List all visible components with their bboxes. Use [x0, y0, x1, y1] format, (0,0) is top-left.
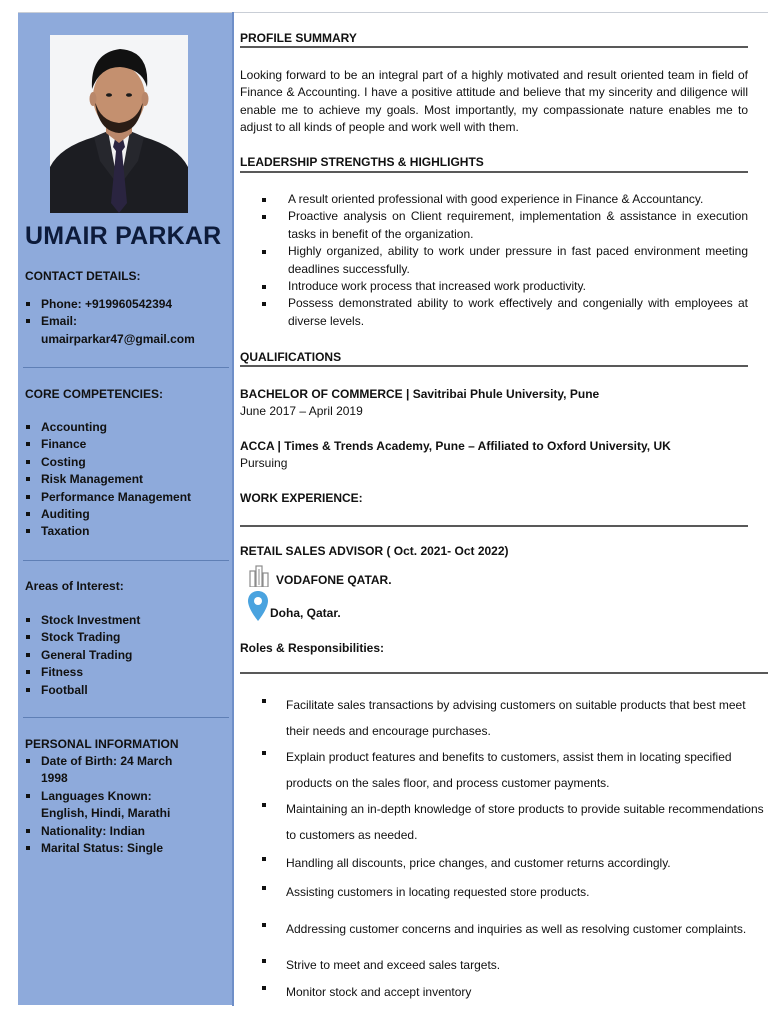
list-item: Finance	[25, 436, 225, 453]
list-item: Facilitate sales transactions by advising customers on suitable products that best meet their needs and encourage purchases.	[262, 692, 768, 744]
email-label: Email:	[41, 314, 78, 329]
roles-list	[262, 692, 768, 1005]
list-item: Costing	[25, 454, 225, 471]
work-experience-title: WORK EXPERIENCE:	[240, 491, 363, 505]
list-item: Maintaining an in-depth knowledge of store products to provide suitable recommendations to customers as needed.	[262, 796, 768, 848]
list-item: Marital Status: Single	[25, 840, 201, 857]
competencies-list	[25, 419, 225, 541]
personal-heading: PERSONAL INFORMATION	[25, 737, 179, 751]
job-title: RETAIL SALES ADVISOR ( Oct. 2021- Oct 2022)	[240, 544, 509, 558]
list-item: Introduce work process that increased work productivity.	[262, 278, 748, 295]
list-item: Monitor stock and accept inventory	[262, 979, 768, 1005]
list-item: Risk Management	[25, 471, 225, 488]
degree-1: BACHELOR OF COMMERCE | Savitribai Phule University, Pune	[240, 387, 600, 401]
list-item: Assisting customers in locating requested store products.	[262, 879, 768, 905]
section-rule	[240, 672, 768, 674]
section-rule	[240, 171, 748, 173]
sidebar	[18, 13, 232, 1005]
degree-1-dates: June 2017 – April 2019	[240, 404, 363, 418]
contact-phone: Phone: +919960542394	[25, 296, 225, 313]
roles-title: Roles & Responsibilities:	[240, 641, 385, 655]
list-item: Languages Known: English, Hindi, Marathi	[25, 788, 201, 823]
interests-list	[25, 612, 225, 699]
email-value[interactable]: umairparkar47@gmail.com	[41, 331, 195, 346]
profile-photo-image	[50, 35, 188, 213]
sidebar-divider	[23, 560, 229, 561]
list-item: Proactive analysis on Client requirement, implementation & assistance in execution tasks in benefit of the organization.	[262, 208, 748, 243]
main-content	[240, 0, 768, 1024]
degree-2: ACCA | Times & Trends Academy, Pune – Affiliated to Oxford University, UK	[240, 439, 671, 453]
list-item: Taxation	[25, 523, 225, 540]
job-location: Doha, Qatar.	[270, 606, 341, 620]
section-rule	[240, 365, 748, 367]
list-item: Accounting	[25, 419, 225, 436]
contact-email	[25, 313, 225, 348]
list-item: General Trading	[25, 647, 225, 664]
list-item: Auditing	[25, 506, 225, 523]
list-item: Performance Management	[25, 489, 225, 506]
list-item: A result oriented professional with good experience in Finance & Accountancy.	[262, 191, 748, 208]
degree-2-status: Pursuing	[240, 456, 288, 470]
contact-list	[25, 296, 225, 348]
list-item: Nationality: Indian	[25, 823, 201, 840]
company-name: VODAFONE QATAR.	[276, 573, 392, 587]
competencies-heading: CORE COMPETENCIES:	[25, 387, 164, 401]
contact-heading: CONTACT DETAILS:	[25, 269, 141, 283]
sidebar-divider	[23, 367, 229, 368]
list-item: Highly organized, ability to work under pressure in fast paced environment meeting deadlines successfully.	[262, 243, 748, 278]
list-item: Stock Investment	[25, 612, 225, 629]
list-item: Handling all discounts, price changes, and customer returns accordingly.	[262, 850, 768, 876]
list-item: Football	[25, 682, 225, 699]
profile-summary-title: PROFILE SUMMARY	[240, 31, 357, 45]
profile-photo	[50, 35, 188, 213]
list-item: Strive to meet and exceed sales targets.	[262, 952, 768, 978]
leadership-title: LEADERSHIP STRENGTHS & HIGHLIGHTS	[240, 155, 484, 169]
profile-summary-text: Looking forward to be an integral part of a highly motivated and result oriented team in field of Finance & Accounting. I have a positive attitude and believe that my sincerity and diligence will enable me to achieve my goals. Most importantly, my compassionate nature enables me to adjust to all kinds of people and work well with them.	[240, 68, 748, 135]
list-item: Explain product features and benefits to customers, assist them in locating specified products on the sales floor, and process customer payments.	[262, 744, 768, 796]
list-item: Addressing customer concerns and inquiries as well as resolving customer complaints.	[262, 916, 768, 942]
sidebar-divider	[23, 717, 229, 718]
interests-heading: Areas of Interest:	[25, 579, 124, 593]
personal-list	[25, 753, 201, 857]
candidate-name: UMAIR PARKAR	[25, 222, 222, 250]
sidebar-border	[232, 12, 234, 1006]
section-rule	[240, 525, 748, 527]
list-item: Stock Trading	[25, 629, 225, 646]
list-item: Fitness	[25, 664, 225, 681]
leadership-list	[262, 191, 748, 330]
location-pin-icon	[247, 590, 269, 627]
list-item: Date of Birth: 24 March 1998	[25, 753, 201, 788]
list-item: Possess demonstrated ability to work effectively and congenially with employees at diverse levels.	[262, 295, 748, 330]
qualifications-title: QUALIFICATIONS	[240, 350, 342, 364]
building-icon	[248, 565, 270, 592]
section-rule	[240, 46, 748, 48]
